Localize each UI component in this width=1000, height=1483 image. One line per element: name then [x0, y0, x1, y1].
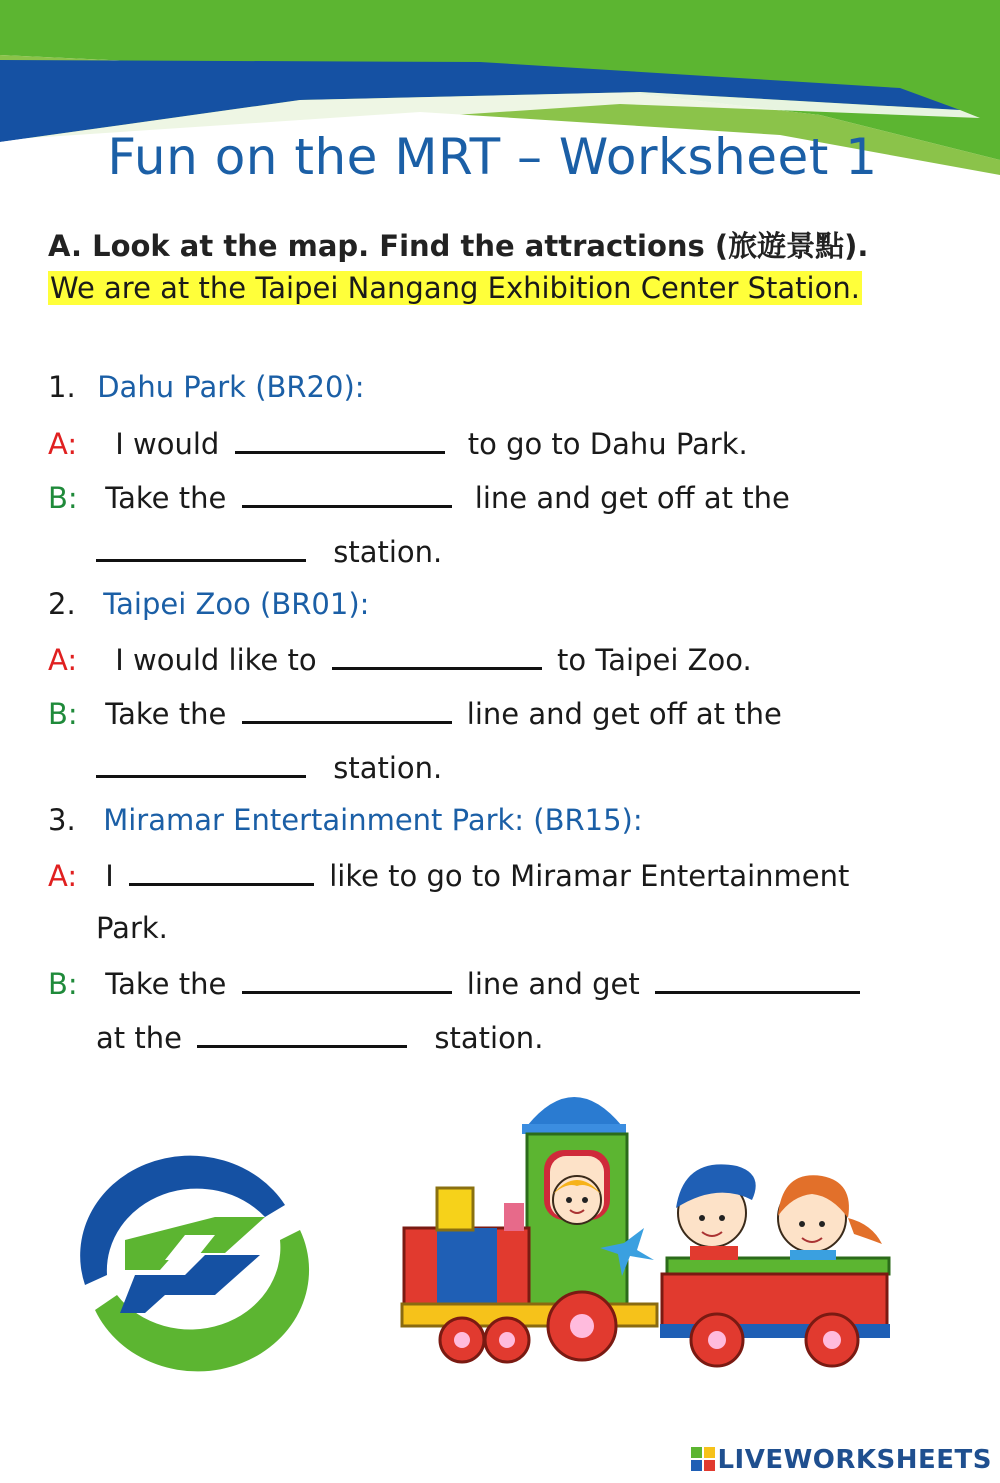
answer-blank[interactable] [332, 641, 542, 670]
highlight-text: We are at the Taipei Nangang Exhibition Center Station. [50, 271, 860, 305]
highlight-note [48, 268, 908, 308]
answer-blank[interactable] [197, 1019, 407, 1048]
liveworksheets-brand: LIVEWORKSHEETS [691, 1445, 992, 1475]
liveworksheets-icon [691, 1447, 715, 1471]
question-2-a-line: A: I would like to to Taipei Zoo. [48, 643, 752, 677]
question-1-b-line-2: station. [96, 533, 442, 569]
question-3-b-line: B: Take the line and get [48, 965, 866, 1001]
question-3-a-line: A: I like to go to Miramar Entertainment [48, 859, 850, 893]
speaker-a-label: A: [48, 427, 78, 461]
answer-blank[interactable] [242, 695, 452, 724]
question-2-b-line: B: Take the line and get off at the [48, 697, 782, 731]
answer-blank[interactable] [96, 749, 306, 778]
train-illustration [392, 1078, 897, 1378]
question-3-heading: 3. Miramar Entertainment Park: (BR15): [48, 803, 643, 837]
answer-blank[interactable] [655, 965, 860, 994]
answer-blank[interactable] [242, 479, 452, 508]
question-1-b-line: B: Take the line and get off at the [48, 481, 790, 515]
question-1-a-line: A: I would to go to Dahu Park. [48, 427, 748, 461]
speaker-b-label: B: [48, 967, 78, 1001]
question-2-b-line-2: station. [96, 749, 442, 785]
question-3-b-line-2: at the station. [96, 1021, 544, 1055]
speaker-a-label: A: [48, 859, 78, 893]
speaker-b-label: B: [48, 697, 78, 731]
question-3-a-line-2: Park. [96, 911, 168, 945]
answer-blank[interactable] [235, 425, 445, 454]
answer-blank[interactable] [242, 965, 452, 994]
page-title: Fun on the MRT – Worksheet 1 [107, 128, 878, 186]
answer-blank[interactable] [129, 857, 314, 886]
speaker-a-label: A: [48, 643, 78, 677]
answer-blank[interactable] [96, 533, 306, 562]
question-1-heading: 1. Dahu Park (BR20): [48, 370, 365, 404]
instruction-text: A. Look at the map. Find the attractions (旅遊景點). [48, 229, 869, 263]
question-2-heading: 2. Taipei Zoo (BR01): [48, 587, 370, 621]
taipei-metro-logo [65, 1135, 320, 1375]
speaker-b-label: B: [48, 481, 78, 515]
